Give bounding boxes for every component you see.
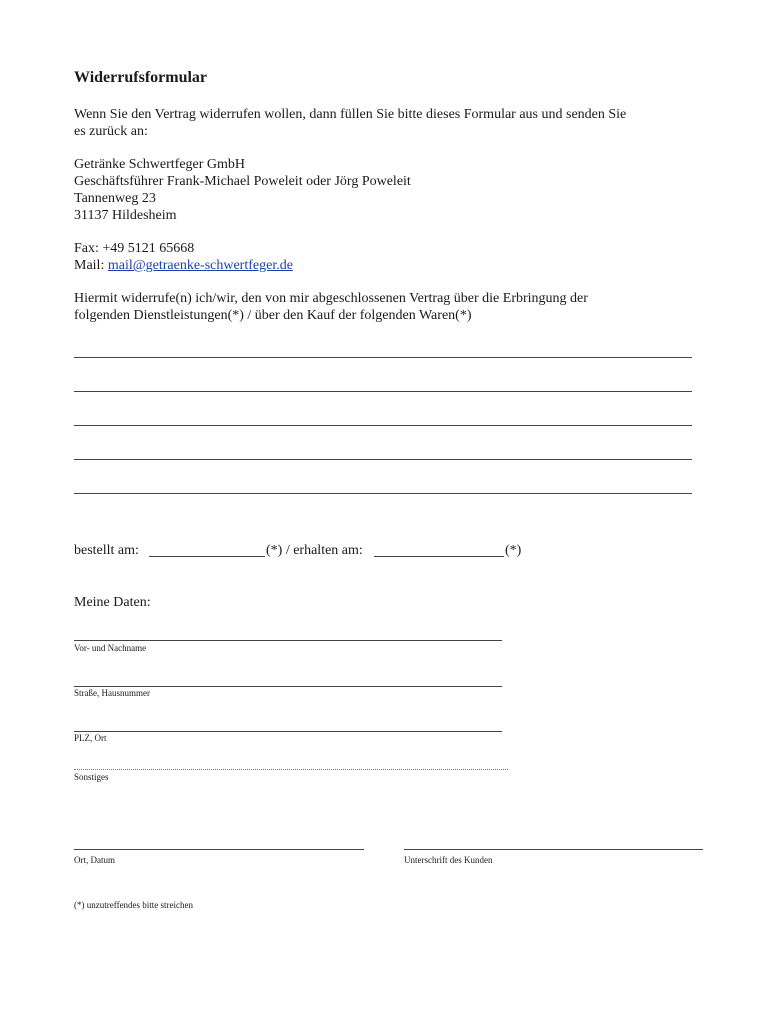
form-title: Widerrufsformular <box>74 69 208 86</box>
other-field[interactable] <box>74 769 508 770</box>
goods-entry-line[interactable] <box>74 493 692 494</box>
goods-entry-line[interactable] <box>74 425 692 426</box>
goods-entry-line[interactable] <box>74 459 692 460</box>
mail-link[interactable]: mail@getraenke-schwertfeger.de <box>107 258 293 273</box>
declaration-line-1: Hiermit widerrufe(n) ich/wir, den von mir abgeschlossenen Vertrag über die Erbringung der <box>74 291 588 306</box>
name-label: Vor- und Nachname <box>74 643 147 653</box>
ordered-date-field[interactable] <box>149 556 265 557</box>
managers: Geschäftsführer Frank-Michael Poweleit oder Jörg Poweleit <box>74 174 411 189</box>
other-label: Sonstiges <box>74 772 109 782</box>
place-date-field[interactable] <box>74 849 364 850</box>
zip-city-field[interactable] <box>74 731 502 732</box>
customer-signature-label: Unterschrift des Kunden <box>404 855 493 865</box>
intro-line-2: es zurück an: <box>74 124 148 139</box>
fax-number: Fax: +49 5121 65668 <box>74 241 195 256</box>
place-date-label: Ort, Datum <box>74 855 115 865</box>
city: 31137 Hildesheim <box>74 208 177 223</box>
my-data-heading: Meine Daten: <box>74 595 151 610</box>
received-label: (*) / erhalten am: <box>266 543 363 558</box>
footnote: (*) unzutreffendes bitte streichen <box>74 900 194 910</box>
ordered-suffix: (*) <box>505 543 522 558</box>
street-field[interactable] <box>74 686 502 687</box>
street: Tannenweg 23 <box>74 191 156 206</box>
company-name: Getränke Schwertfeger GmbH <box>74 157 246 172</box>
ordered-label: bestellt am: <box>74 543 139 558</box>
goods-entry-line[interactable] <box>74 357 692 358</box>
customer-signature-field[interactable] <box>404 849 703 850</box>
street-label: Straße, Hausnummer <box>74 688 150 698</box>
mail-label: Mail: <box>74 258 108 273</box>
mail-row <box>74 257 293 274</box>
goods-entry-line[interactable] <box>74 391 692 392</box>
name-field[interactable] <box>74 640 502 641</box>
intro-line-1: Wenn Sie den Vertrag widerrufen wollen, dann füllen Sie bitte dieses Formular aus und senden Sie <box>74 107 627 122</box>
declaration-line-2: folgenden Dienstleistungen(*) / über den Kauf der folgenden Waren(*) <box>74 308 472 323</box>
received-date-field[interactable] <box>374 556 504 557</box>
zip-city-label: PLZ, Ort <box>74 733 107 743</box>
